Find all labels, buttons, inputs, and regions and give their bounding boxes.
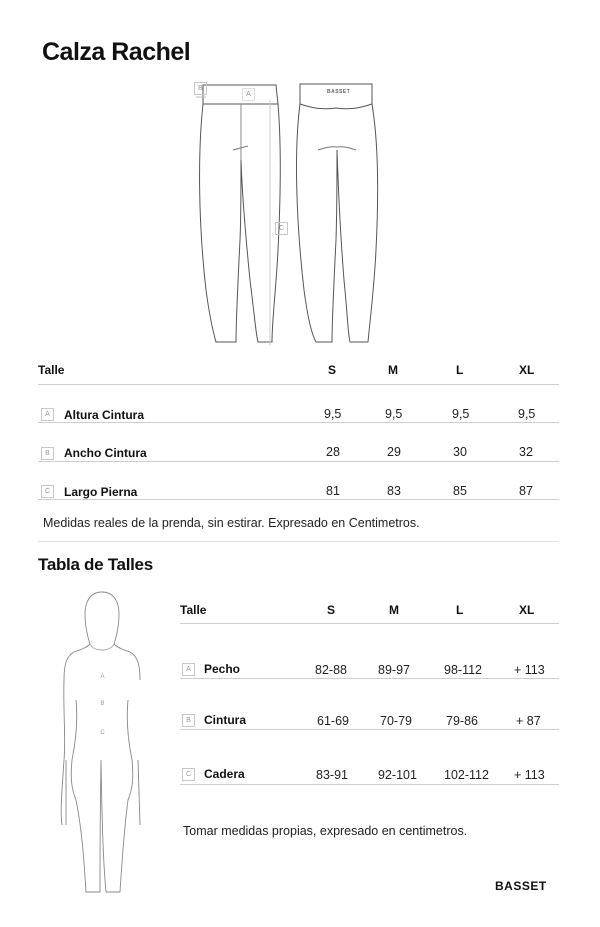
cell: 102-112 xyxy=(444,768,489,782)
cell: + 113 xyxy=(514,663,545,677)
cell: 89-97 xyxy=(378,663,410,677)
cell: 85 xyxy=(453,484,467,498)
size-header-xl: XL xyxy=(519,603,535,617)
cell: 28 xyxy=(326,445,340,459)
row-label: Cintura xyxy=(204,713,246,727)
cell: 9,5 xyxy=(518,407,536,421)
product-title: Calza Rachel xyxy=(42,38,191,66)
cell: 29 xyxy=(387,445,401,459)
size-chart-note: Tomar medidas propias, expresado en centimetros. xyxy=(183,824,468,838)
cell: 32 xyxy=(519,445,533,459)
row-label: Pecho xyxy=(204,662,241,676)
cell: 9,5 xyxy=(324,407,342,421)
badge-a: A xyxy=(242,88,255,101)
size-header-s: S xyxy=(327,603,336,617)
divider xyxy=(180,678,559,679)
row-badge: A xyxy=(182,663,195,676)
cell: 83-91 xyxy=(316,768,348,782)
cell: 81 xyxy=(326,484,340,498)
row-badge: B xyxy=(41,447,54,460)
row-badge: C xyxy=(182,768,195,781)
row-badge: C xyxy=(41,485,54,498)
brand-logo: BASSET xyxy=(495,879,547,893)
cell: 98-112 xyxy=(444,663,482,677)
divider xyxy=(180,623,559,624)
garment-header-s: S xyxy=(328,363,337,377)
divider xyxy=(38,541,559,542)
body-badge-c: C xyxy=(100,730,105,736)
divider xyxy=(38,499,559,500)
cell: 83 xyxy=(387,484,401,498)
garment-header-talle: Talle xyxy=(38,363,65,377)
cell: 70-79 xyxy=(380,714,412,728)
garment-header-m: M xyxy=(388,363,398,377)
cell: 92-101 xyxy=(378,768,417,782)
size-header-talle: Talle xyxy=(180,603,207,617)
size-chart-title: Tabla de Talles xyxy=(38,555,153,574)
row-label: Altura Cintura xyxy=(64,408,145,422)
size-header-m: M xyxy=(389,603,399,617)
cell: + 113 xyxy=(514,768,545,782)
divider xyxy=(38,384,559,385)
divider xyxy=(180,729,559,730)
row-label: Ancho Cintura xyxy=(64,446,147,460)
garment-note: Medidas reales de la prenda, sin estirar. Expresado en Centimetros. xyxy=(43,516,420,530)
badge-c: C xyxy=(275,222,288,235)
cell: 30 xyxy=(453,445,467,459)
row-badge: B xyxy=(182,714,195,727)
divider xyxy=(38,422,559,423)
cell: 61-69 xyxy=(317,714,349,728)
garment-header-l: L xyxy=(456,363,464,377)
leggings-diagram xyxy=(0,0,600,360)
body-badge-b: B xyxy=(100,701,105,707)
cell: 87 xyxy=(519,484,533,498)
divider xyxy=(38,461,559,462)
cell: 79-86 xyxy=(446,714,478,728)
badge-b: B xyxy=(194,82,207,95)
divider xyxy=(180,784,559,785)
waistband-logo: BASSET xyxy=(327,89,351,95)
row-label: Largo Pierna xyxy=(64,485,138,499)
garment-header-xl: XL xyxy=(519,363,535,377)
row-label: Cadera xyxy=(204,767,245,781)
cell: 9,5 xyxy=(452,407,470,421)
cell: 9,5 xyxy=(385,407,403,421)
row-badge: A xyxy=(41,408,54,421)
size-header-l: L xyxy=(456,603,464,617)
body-badge-a: A xyxy=(100,674,105,680)
cell: 82-88 xyxy=(315,663,347,677)
cell: + 87 xyxy=(516,714,541,728)
